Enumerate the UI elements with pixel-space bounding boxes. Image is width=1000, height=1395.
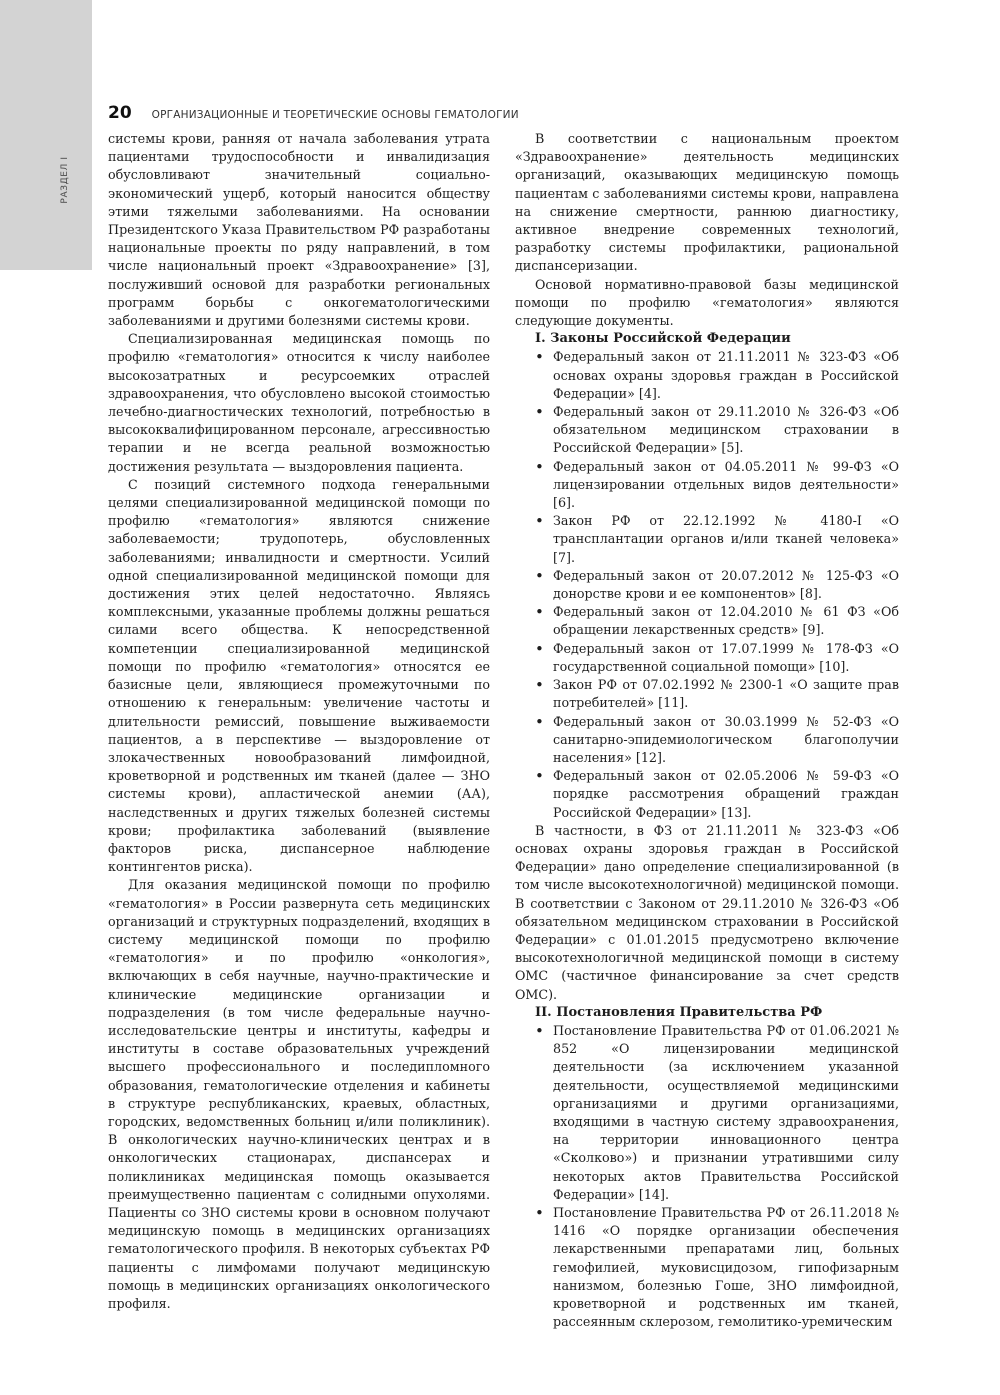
running-header	[108, 103, 519, 125]
paragraph: В соответствии с национальным проектом «Здравоохранение» деятельность медицинских организаций, оказывающих медицинскую помощь пациентам с заболеваниями системы крови, направлена на снижение смертности, раннюю диагностику, активное внедрение современных технологий, разработку системы профилактики, рациональной диспансеризации.	[515, 131, 899, 274]
page-number: 20	[108, 103, 132, 123]
paragraph: Специализированная медицинская помощь по профилю «гематология» относится к числу наиболее высокозатратных и ресурсоемких отраслей здравоохранения, что обусловлено высокой стоимостью лечебно-диагностических технологий, потребностью в высококвалифицированном персонале, агрессивностью терапии и не всегда реальной возможностью достижения результата — выздоровления пациента.	[108, 331, 490, 474]
laws-list	[515, 348, 899, 821]
decrees-list	[515, 1022, 899, 1331]
list-item: • Закон РФ от 22.12.1992 № 4180-I «О трансплантации органов и/или тканей человека» [7].	[515, 512, 899, 567]
list-item: • Постановление Правительства РФ от 26.11.2018 № 1416 «О порядке организации обеспечения лекарственными препаратами лиц, больных гемофилией, муковисцидозом, гипофизарным нанизмом, болезнью Гоше, ЗНО лимфоидной, кроветворной и родственных им тканей, рассеянным склерозом, гемолитико-уремическим	[515, 1204, 899, 1331]
running-title: ОРГАНИЗАЦИОННЫЕ И ТЕОРЕТИЧЕСКИЕ ОСНОВЫ ГЕМАТОЛОГИИ	[151, 109, 519, 121]
right-column	[515, 130, 899, 1331]
paragraph: В частности, в ФЗ от 21.11.2011 № 323-ФЗ «Об основах охраны здоровья граждан в Российской Федерации» дано определение специализированной (в том числе высокотехнологичной) медицинской помощи. В соответствии с Законом от 29.11.2010 № 326-ФЗ «Об обязательном медицинском страховании в Российской Федерации» с 01.01.2015 предусмотрено включение высокотехнологичной медицинской помощи в систему ОМС (частичное финансирование за счет средств ОМС).	[515, 822, 899, 1002]
list-item: • Федеральный закон от 29.11.2010 № 326-ФЗ «Об обязательном медицинском страховании в Российской Федерации» [5].	[515, 403, 899, 458]
section-tab-band	[0, 0, 92, 270]
left-column	[108, 130, 490, 1313]
paragraph: Основой нормативно-правовой базы медицинской помощи по профилю «гематология» являются следующие документы.	[515, 276, 899, 329]
paragraph: системы крови, ранняя от начала заболевания утрата пациентами трудоспособности и инвалидизация обусловливают значительный социально-экономический ущерб, который наносится обществу этими тяжелыми заболеваниями. На основании Президентского Указа Правительством РФ разработаны национальные проекты по ряду направлений, в том числе национальный проект «Здравоохранение» [3], послуживший основой для разработки региональных программ борьбы с онкогематологическими заболеваниями и другими болезнями системы крови.	[108, 131, 490, 329]
list-item: • Федеральный закон от 17.07.1999 № 178-ФЗ «О государственной социальной помощи» [10].	[515, 640, 899, 676]
list-item: • Постановление Правительства РФ от 01.06.2021 № 852 «О лицензировании медицинской деятельности (за исключением указанной деятельности, осуществляемой медицинскими организациями и другими организациями, входящими в частную систему здравоохранения, на территории инновационного центра «Сколково») и признании утратившими силу некоторых актов Правительства Российской Федерации» [14].	[515, 1022, 899, 1204]
list-item: • Федеральный закон от 20.07.2012 № 125-ФЗ «О донорстве крови и ее компонентов» [8].	[515, 567, 899, 603]
paragraph: С позиций системного подхода генеральными целями специализированной медицинской помощи по профилю «гематология» являются снижение заболеваемости; трудопотерь, обусловленных заболеваниями; инвалидности и смертности. Усилий одной специализированной медицинской помощи для достижения этих целей недостаточно. Являясь комплексными, указанные проблемы должны решаться силами всего общества. К непосредственной компетенции специализированной медицинской помощи по профилю «гематология» относятся ее базисные цели, являющиеся промежуточными по отношению к генеральным: увеличение частоты и длительности ремиссий, повышение выживаемости пациентов, а в перспективе — выздоровление от злокачественных новообразований лимфоидной, кроветворной и родственных им тканей (далее — ЗНО системы крови), апластической анемии (АА), наследственных и других тяжелых болезней системы крови; профилактика заболеваний (выявление факторов риска, диспансерное наблюдение контингентов риска).	[108, 476, 490, 875]
list-item: • Федеральный закон от 12.04.2010 № 61 ФЗ «Об обращении лекарственных средств» [9].	[515, 603, 899, 639]
list-item: • Федеральный закон от 04.05.2011 № 99-ФЗ «О лицензировании отдельных видов деятельности» [6].	[515, 458, 899, 513]
list-item: • Закон РФ от 07.02.1992 № 2300-1 «О защите прав потребителей» [11].	[515, 676, 899, 712]
list-item: • Федеральный закон от 02.05.2006 № 59-ФЗ «О порядке рассмотрения обращений граждан Российской Федерации» [13].	[515, 767, 899, 822]
paragraph: Для оказания медицинской помощи по профилю «гематология» в России развернута сеть медицинских организаций и структурных подразделений, входящих в систему медицинской помощи по профилю «гематология» и по профилю «онкология», включающих в себя научные, научно-практические и клинические медицинские организации и подразделения (в том числе федеральные научно-исследовательские центры и институты, кафедры и институты в составе образовательных учреждений высшего профессионального и последипломного образования, гематологические отделения и кабинеты в структуре республиканских, краевых, областных, городских, ведомственных больниц и/или поликлиник). В онкологических научно-клинических центрах и в онкологических стационарах, диспансерах и поликлиниках медицинская помощь оказывается преимущественно пациентам с солидными опухолями. Пациенты со ЗНО системы крови в основном получают медицинскую помощь в медицинских организациях гематологического профиля. В некоторых субъектах РФ пациенты с лимфомами получают медицинскую помощь в медицинских организациях онкологического профиля.	[108, 877, 490, 1311]
section-tab-label: РАЗДЕЛ I	[60, 156, 70, 204]
section-heading-laws: I. Законы Российской Федерации	[535, 331, 791, 347]
list-item: • Федеральный закон от 21.11.2011 № 323-ФЗ «Об основах охраны здоровья граждан в Российской Федерации» [4].	[515, 348, 899, 403]
section-heading-decrees: II. Постановления Правительства РФ	[535, 1004, 823, 1020]
list-item: • Федеральный закон от 30.03.1999 № 52-ФЗ «О санитарно-эпидемиологическом благополучии населения» [12].	[515, 713, 899, 768]
